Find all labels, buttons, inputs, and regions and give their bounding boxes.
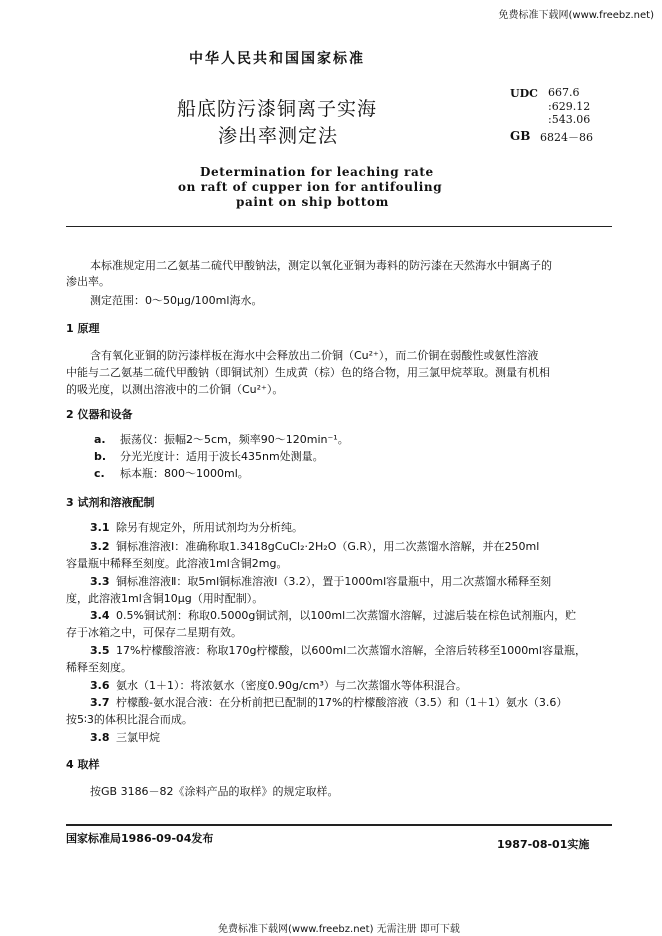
issuer-title: 中华人民共和国国家标准	[189, 51, 365, 67]
equipment-label: c.	[94, 467, 105, 480]
clause-number: 3.8	[90, 731, 110, 744]
clause-number: 3.4	[90, 609, 110, 622]
english-title-line: on raft of cupper ion for antifouling	[178, 180, 443, 194]
gb-label: GB	[510, 129, 531, 143]
clause-number: 3.2	[90, 540, 110, 553]
clause-text: 铜标准溶液Ⅱ：取5ml铜标准溶液Ⅰ（3.2），置于1000ml容量瓶中，用二次蒸馏水稀释至刻	[116, 575, 552, 588]
clause-number: 3.6	[90, 679, 110, 692]
equipment-text: 标本瓶：800～1000ml。	[120, 467, 249, 480]
clause-text: 存于冰箱之中，可保存二星期有效。	[66, 626, 242, 639]
clause-text: 稀释至刻度。	[66, 661, 132, 674]
udc-line: :629.12	[548, 100, 591, 113]
clause-number: 3.1	[90, 521, 110, 534]
equipment-label: a.	[94, 433, 106, 446]
section-1-line: 中能与二乙氨基二硫代甲酸钠（即铜试剂）生成黄（棕）色的络合物，用三氯甲烷萃取。测量有机相	[66, 366, 550, 379]
equipment-label: b.	[94, 450, 107, 463]
udc-line: 667.6	[548, 86, 580, 99]
section-1-line: 含有氧化亚铜的防污漆样板在海水中会释放出二价铜（Cu²⁺），而二价铜在弱酸性或氨性溶液	[90, 349, 539, 362]
intro-scope: 测定范围：0～50μg/100ml海水。	[90, 294, 263, 307]
equipment-text: 振荡仪：振幅2～5cm，频率90～120min⁻¹。	[120, 433, 349, 446]
watermark-top: 免费标准下载网(www.freebz.net)	[498, 10, 654, 21]
clause-text: 柠檬酸-氨水混合液：在分析前把已配制的17%的柠檬酸溶液（3.5）和（1＋1）氨水（3.6）	[116, 696, 568, 709]
clause-text: 按5∶3的体积比混合而成。	[66, 713, 193, 726]
clause-text: 除另有规定外，所用试剂均为分析纯。	[116, 521, 303, 534]
clause-text: 容量瓶中稀释至刻度。此溶液1ml含铜2mg。	[66, 557, 288, 570]
clause-text: 17%柠檬酸溶液：称取170g柠檬酸，以600ml二次蒸馏水溶解，全溶后转移至1000ml容量瓶，	[116, 644, 586, 657]
english-title-line: paint on ship bottom	[236, 195, 389, 209]
udc-line: :543.06	[548, 113, 591, 126]
intro-line: 渗出率。	[66, 275, 110, 288]
clause-number: 3.7	[90, 696, 110, 709]
intro-line: 本标准规定用二乙氨基二硫代甲酸钠法，测定以氧化亚铜为毒料的防污漆在天然海水中铜离子的	[90, 259, 552, 272]
section-2-heading: 2 仪器和设备	[66, 408, 133, 421]
clause-text: 铜标准溶液Ⅰ：准确称取1.3418gCuCl₂·2H₂O（G.R），用二次蒸馏水溶解，并在250ml	[116, 540, 540, 553]
footer-divider	[66, 824, 612, 826]
clause-text: 氨水（1＋1）：将浓氨水（密度0.90g/cm³）与二次蒸馏水等体积混合。	[116, 679, 467, 692]
section-1-line: 的吸光度，以测出溶液中的二价铜（Cu²⁺）。	[66, 383, 284, 396]
udc-label: UDC	[510, 87, 538, 100]
publish-date: 国家标准局1986-09-04发布	[66, 832, 214, 845]
gb-number: 6824－86	[540, 131, 593, 144]
clause-text: 度，此溶液1ml含铜10μg（用时配制）。	[66, 592, 264, 605]
title-line-1: 船底防污漆铜离子实海	[177, 98, 378, 120]
clause-text: 0.5%铜试剂：称取0.5000g铜试剂，以100ml二次蒸馏水溶解，过滤后装在棕色试剂瓶内，贮	[116, 609, 577, 622]
header-divider	[66, 226, 612, 227]
clause-text: 三氯甲烷	[116, 731, 160, 744]
clause-number: 3.3	[90, 575, 110, 588]
clause-number: 3.5	[90, 644, 110, 657]
equipment-text: 分光光度计：适用于波长435nm处测量。	[120, 450, 324, 463]
section-3-heading: 3 试剂和溶液配制	[66, 496, 155, 509]
section-4-line: 按GB 3186－82《涂料产品的取样》的规定取样。	[90, 785, 339, 798]
section-1-heading: 1 原理	[66, 322, 100, 335]
effective-date: 1987-08-01实施	[497, 838, 590, 851]
section-4-heading: 4 取样	[66, 758, 100, 771]
english-title-line: Determination for leaching rate	[200, 165, 434, 179]
watermark-bottom: 免费标准下载网(www.freebz.net) 无需注册 即可下载	[218, 924, 460, 935]
title-line-2: 渗出率测定法	[218, 125, 339, 147]
